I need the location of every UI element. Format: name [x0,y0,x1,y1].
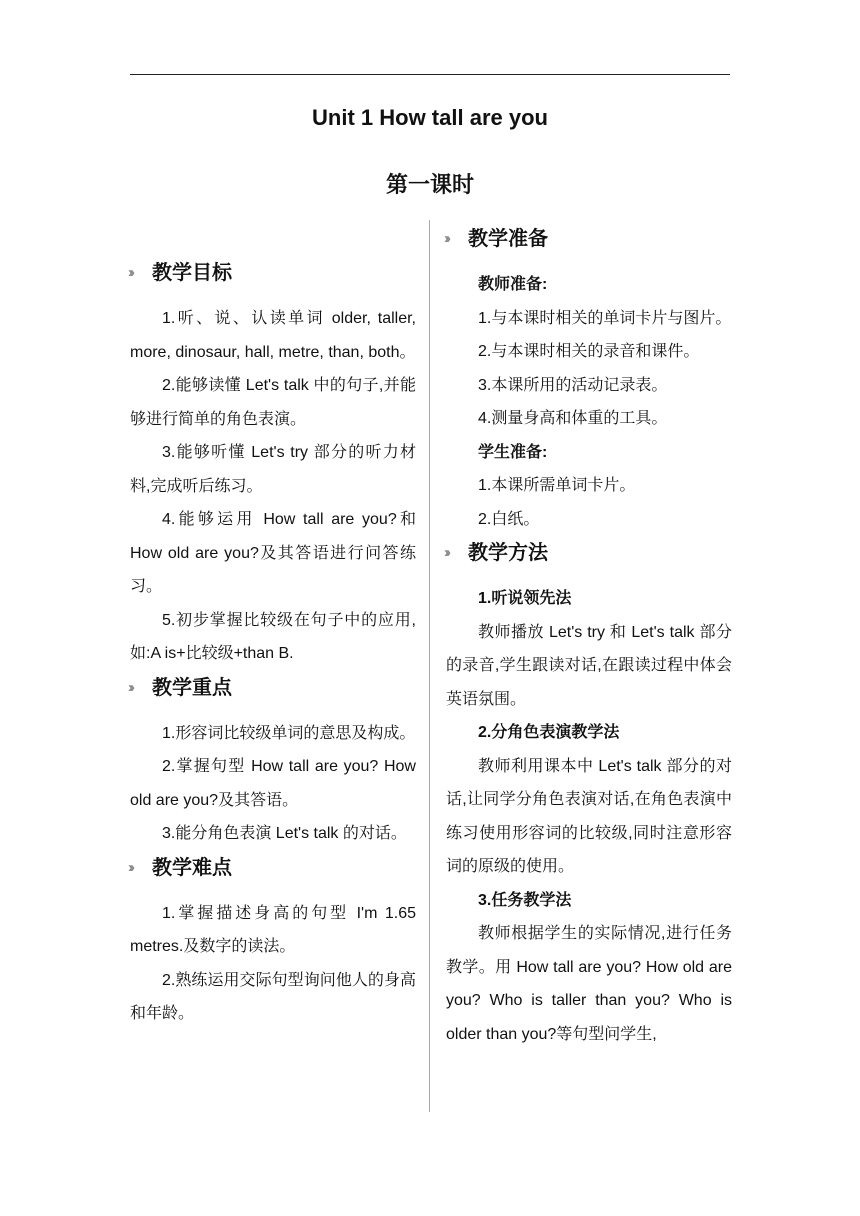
section-heading-goals [130,256,416,290]
section-heading-key-points [130,671,416,705]
goal-item: 4.能够运用 How tall are you?和 How old are you?及其答语进行问答练习。 [130,511,416,595]
double-chevron-icon [130,256,152,290]
method-title: 1.听说领先法 [478,590,572,607]
key-point-item: 3.能分角色表演 Let's talk 的对话。 [162,825,407,842]
goal-item: 2.能够读懂 Let's talk 中的句子,并能够进行简单的角色表演。 [130,377,416,428]
double-chevron-icon [130,671,152,705]
teacher-prep-item: 4.测量身高和体重的工具。 [478,410,668,427]
teacher-prep-label: 教师准备: [478,276,548,293]
section-heading-label: 教学准备 [468,228,548,250]
difficulty-item: 1.掌握描述身高的句型 I'm 1.65 metres.及数字的读法。 [130,904,416,955]
goal-item: 1.听、说、认读单词 older, taller, more, dinosaur, hall, metre, than, both。 [130,310,416,361]
section-heading-label: 教学重点 [152,676,232,699]
student-prep-label: 学生准备: [478,443,548,461]
method-text: 教师根据学生的实际情况,进行任务教学。用 How tall are you? How old are you? Who is taller than you? Who is older than you?等句型问学生, [446,925,732,1043]
method-title: 2.分角色表演教学法 [478,724,620,741]
student-prep-item: 1.本课所需单词卡片。 [478,477,636,494]
column-divider [429,220,430,1112]
double-chevron-icon [446,536,468,570]
method-text: 教师利用课本中 Let's talk 部分的对话,让同学分角色表演对话,在角色表演中练习使用形容词的比较级,同时注意形容词的原级的使用。 [446,757,732,875]
key-point-item: 2.掌握句型 How tall are you? How old are you?及其答语。 [130,758,416,809]
unit-title: Unit 1 How tall are you [312,105,548,130]
header-rule [130,74,730,75]
key-point-item: 1.形容词比较级单词的意思及构成。 [162,724,416,742]
lesson-title: 第一课时 [385,172,474,197]
right-column [446,222,732,1051]
section-heading-difficulties [130,851,416,885]
teacher-prep-item: 1.与本课时相关的单词卡片与图片。 [478,309,732,327]
difficulty-item: 2.熟练运用交际句型询问他人的身高和年龄。 [130,971,416,1022]
section-heading-label: 教学方法 [468,542,548,564]
teacher-prep-item: 3.本课所用的活动记录表。 [478,376,668,394]
teacher-prep-item: 2.与本课时相关的录音和课件。 [478,343,700,360]
section-heading-label: 教学难点 [152,856,232,879]
goal-item: 5.初步掌握比较级在句子中的应用,如:A is+比较级+than B. [130,611,416,662]
method-text: 教师播放 Let's try 和 Let's talk 部分的录音,学生跟读对话,在跟读过程中体会英语氛围。 [446,623,732,708]
double-chevron-icon [446,222,468,256]
section-heading-label: 教学目标 [152,262,232,284]
method-title: 3.任务教学法 [478,891,572,909]
left-column [130,256,416,1031]
student-prep-item: 2.白纸。 [478,510,540,528]
section-heading-preparation [446,222,732,256]
double-chevron-icon [130,851,152,885]
section-heading-methods [446,536,732,570]
goal-item: 3.能够听懂 Let's try 部分的听力材料,完成听后练习。 [130,444,416,495]
